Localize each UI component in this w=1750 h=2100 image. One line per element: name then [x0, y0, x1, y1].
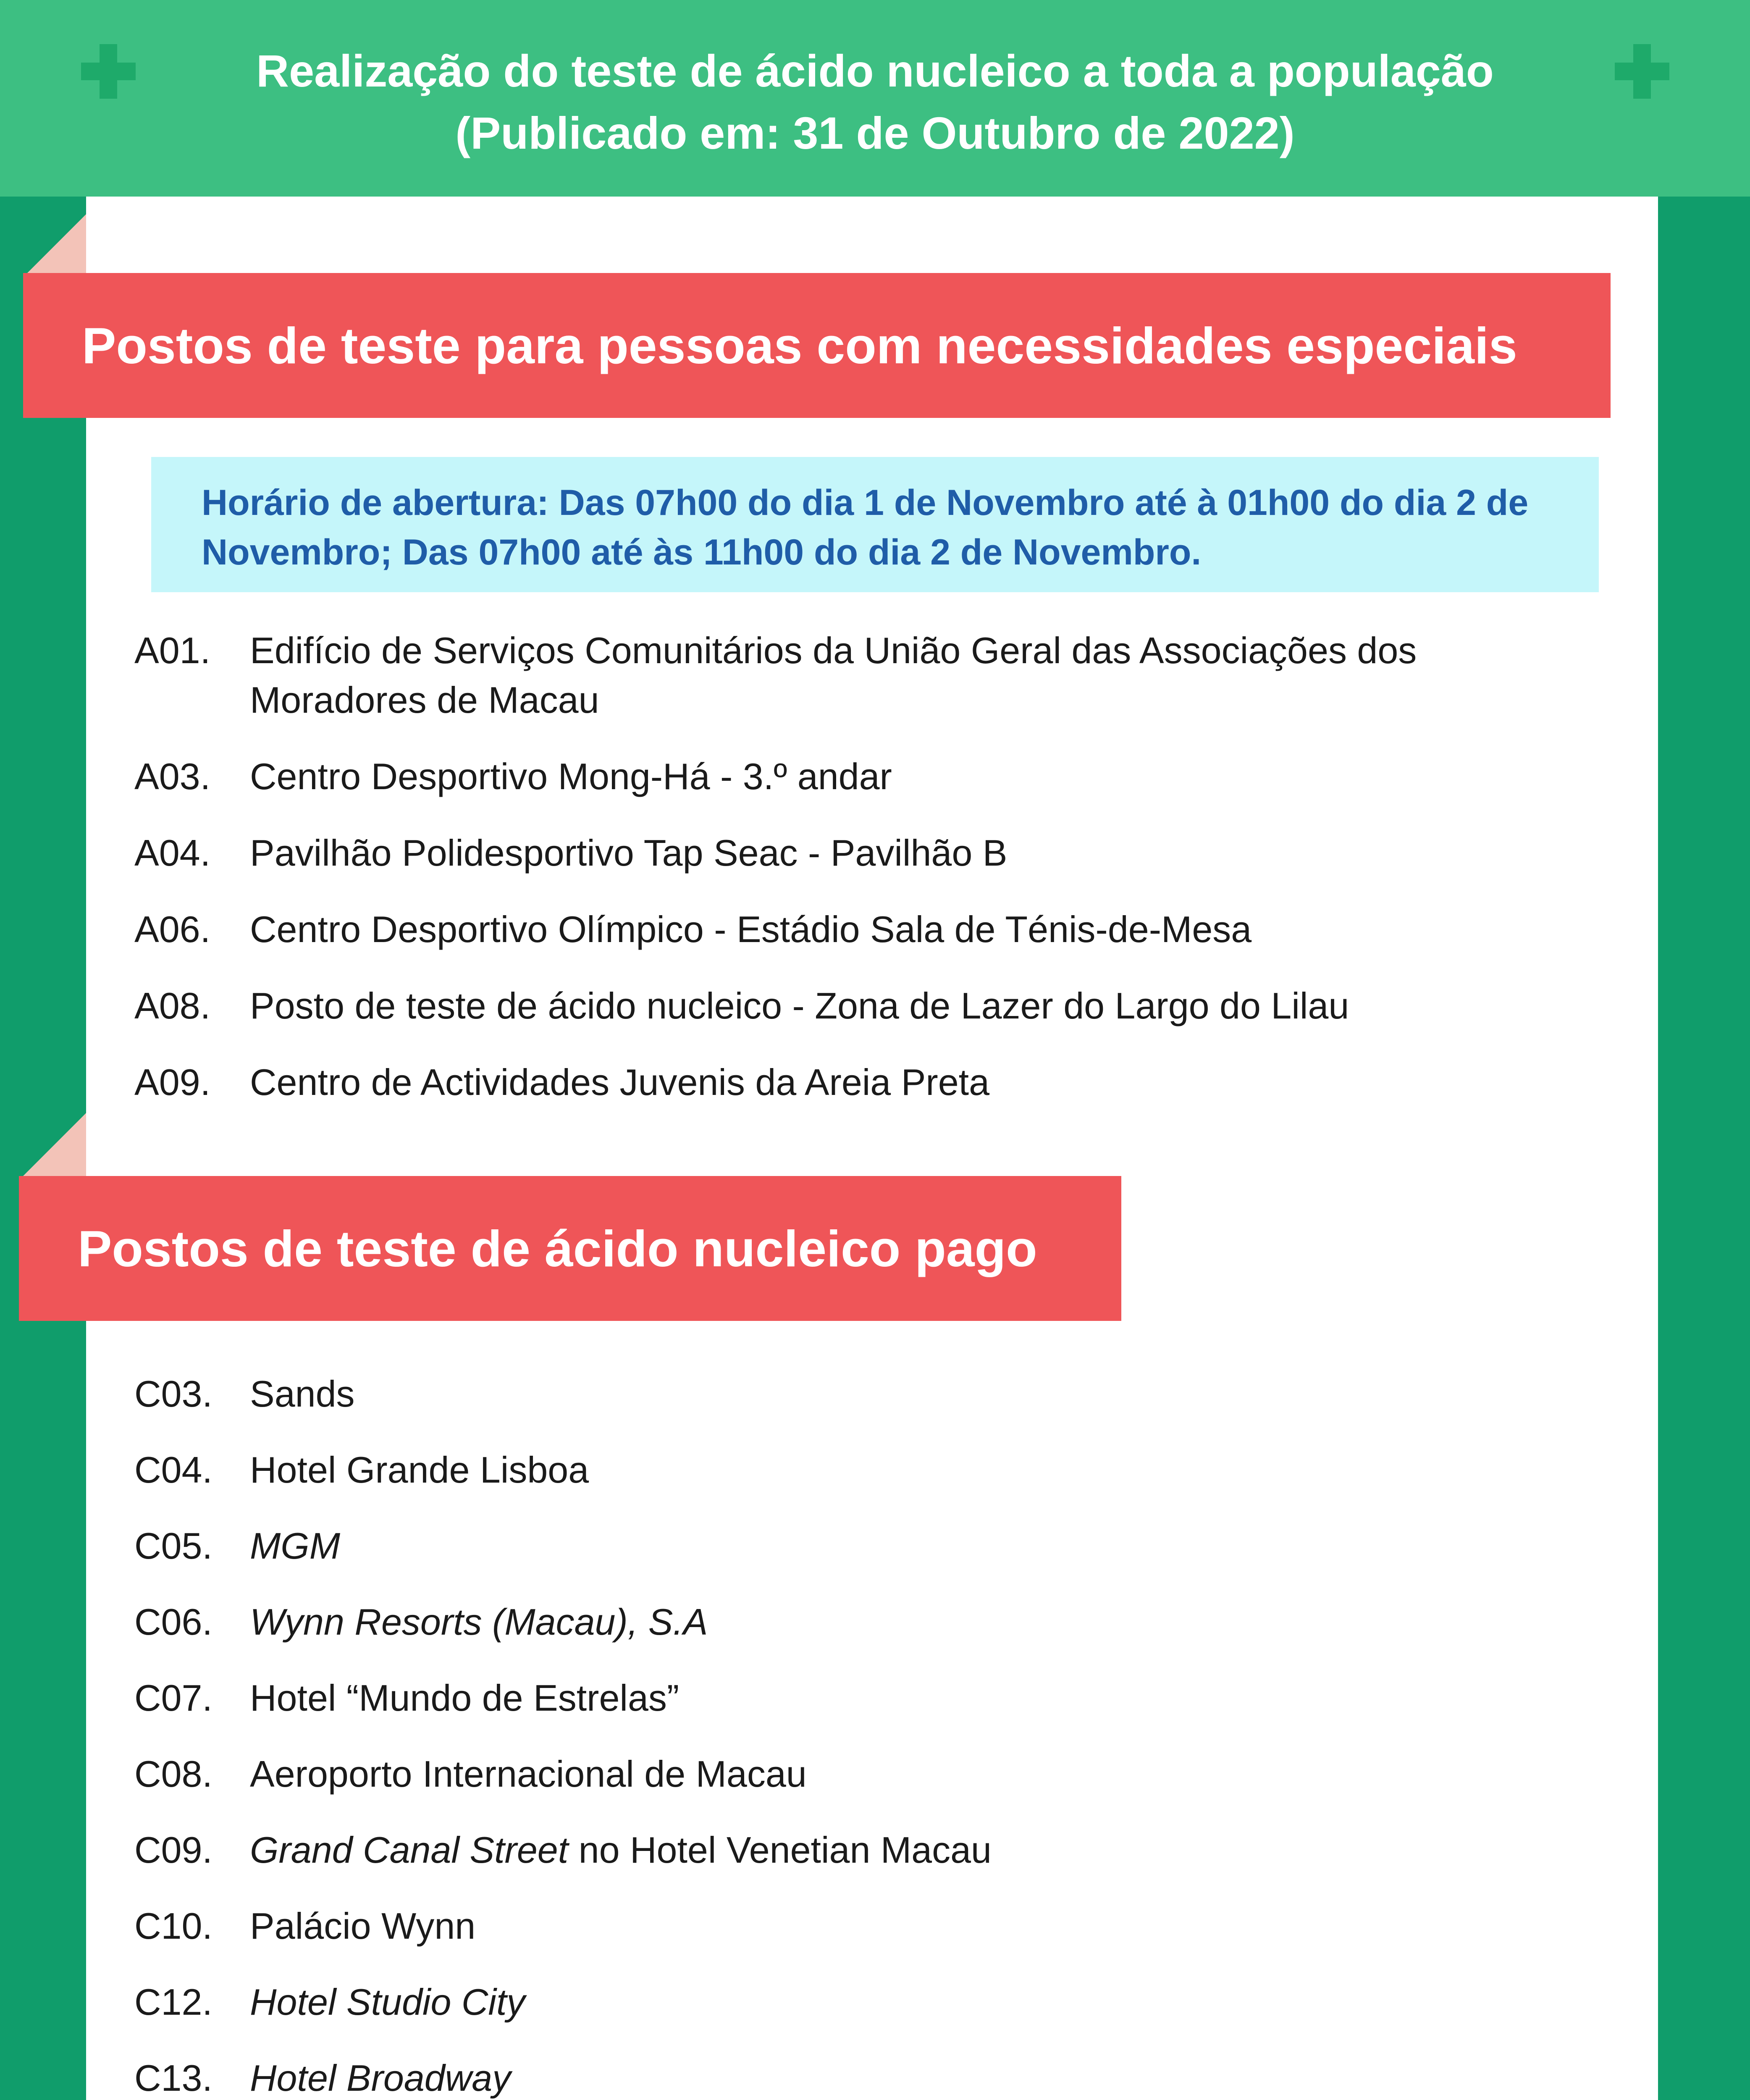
list-item	[0, 1825, 1596, 1875]
item-code: C12.	[134, 1981, 213, 2023]
item-code: C13.	[134, 2057, 213, 2099]
list-item	[0, 1901, 1596, 1951]
item-name: Hotel Studio City	[250, 1981, 525, 2023]
item-name: Hotel Broadway	[250, 2057, 511, 2099]
title-line-1: Realização do teste de ácido nucleico a toda a população	[256, 45, 1494, 96]
list-item	[0, 626, 1596, 725]
item-code: C07.	[134, 1677, 213, 1719]
page-title	[109, 40, 1641, 164]
section-title-paid-tests: Postos de teste de ácido nucleico pago	[19, 1176, 1121, 1321]
item-name: Hotel “Mundo de Estrelas”	[250, 1677, 680, 1719]
special-needs-list	[0, 626, 1596, 1134]
section-title-special-needs: Postos de teste para pessoas com necessidades especiais	[23, 273, 1611, 418]
list-item	[0, 1977, 1596, 2027]
paid-test-list	[0, 1369, 1596, 2100]
item-name: Sands	[250, 1373, 355, 1415]
item-name: Aeroporto Internacional de Macau	[250, 1753, 807, 1795]
item-name: MGM	[250, 1525, 341, 1567]
list-item	[0, 1445, 1596, 1495]
item-name: Pavilhão Polidesportivo Tap Seac - Pavilhão B	[250, 832, 1007, 874]
item-code: C06.	[134, 1601, 213, 1643]
item-code: C05.	[134, 1525, 213, 1567]
opening-hours-notice: Horário de abertura: Das 07h00 do dia 1 de Novembro até à 01h00 do dia 2 de Novembro; Das 07h00 até às 11h00 do dia 2 de Novembro.	[151, 457, 1599, 592]
plus-icon	[1615, 44, 1669, 99]
item-code: C04.	[134, 1449, 213, 1491]
item-name: Centro Desportivo Olímpico - Estádio Sala de Ténis-de-Mesa	[250, 908, 1252, 950]
item-code: A01.	[134, 630, 211, 671]
item-name: Wynn Resorts (Macau), S.A	[250, 1601, 708, 1643]
page-fold-decoration	[23, 214, 86, 277]
item-code: C08.	[134, 1753, 213, 1795]
list-item	[0, 752, 1596, 801]
item-code: C03.	[134, 1373, 213, 1415]
list-item	[0, 905, 1596, 954]
item-name-rest: no Hotel Venetian Macau	[568, 1829, 992, 1871]
list-item	[0, 1369, 1596, 1419]
item-name	[250, 1825, 1596, 1875]
title-line-2: (Publicado em: 31 de Outubro de 2022)	[455, 108, 1295, 158]
list-item	[0, 1058, 1596, 1107]
list-item	[0, 2053, 1596, 2100]
item-name: Palácio Wynn	[250, 1905, 476, 1947]
list-item	[0, 1749, 1596, 1799]
item-name: Hotel Grande Lisboa	[250, 1449, 589, 1491]
item-code: A09.	[134, 1061, 211, 1103]
item-code: A03.	[134, 756, 211, 797]
list-item	[0, 1521, 1596, 1571]
item-name: Centro de Actividades Juvenis da Areia Preta	[250, 1061, 990, 1103]
item-name: Centro Desportivo Mong-Há - 3.º andar	[250, 756, 892, 797]
item-code: A04.	[134, 832, 211, 874]
item-name: Posto de teste de ácido nucleico - Zona de Lazer do Largo do Lilau	[250, 985, 1349, 1026]
list-item	[0, 828, 1596, 878]
list-item	[0, 981, 1596, 1031]
list-item	[0, 1597, 1596, 1647]
item-name-italic: Grand Canal Street	[250, 1829, 569, 1871]
item-code: A08.	[134, 985, 211, 1026]
item-code: C09.	[134, 1829, 213, 1871]
item-code: A06.	[134, 908, 211, 950]
item-name: Edifício de Serviços Comunitários da União Geral das Associações dos Moradores de Macau	[250, 630, 1417, 721]
item-code: C10.	[134, 1905, 213, 1947]
list-item	[0, 1673, 1596, 1723]
header-bar	[0, 0, 1750, 197]
